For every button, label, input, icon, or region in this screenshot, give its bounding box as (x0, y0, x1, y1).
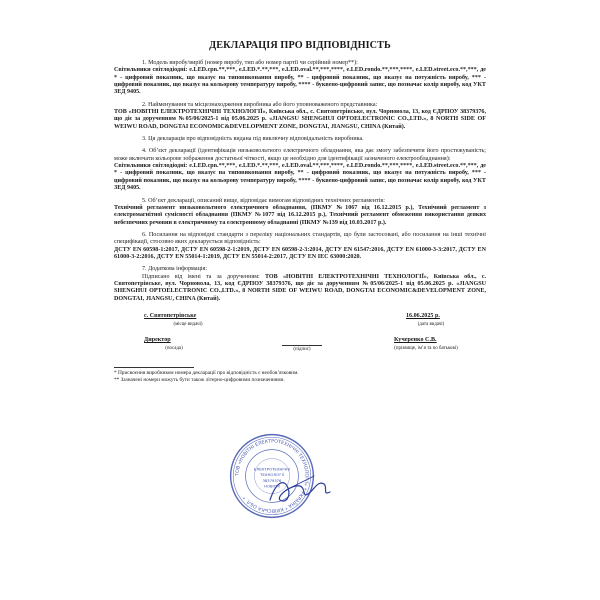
signatory-name-label: (прізвище, ім’я та по батькові) (394, 345, 458, 351)
section-5-heading: 5. Об’єкт декларації, описаний вище, відповідає вимогам відповідних технічних регламентів: (142, 197, 385, 204)
section-6 (114, 232, 486, 261)
issue-date: 16.06.2025 р. (406, 312, 440, 319)
section-1-heading: 1. Модель виробу/виріб (номер виробу, тип або номер партії чи серійний номер**): (142, 60, 358, 66)
place-date-row (114, 313, 486, 337)
section-2 (114, 102, 486, 131)
section-6-heading: 6. Посилання на відповідні стандарти з переліку національних стандартів, що були застосовані, або посилання на інші технічні специфікації, стосовно яких декларується відповідність: (114, 231, 486, 246)
signatory-row (114, 337, 486, 361)
footnote-2: ** Зазначені номери можуть бути також літерно-цифровими позначеннями. (114, 376, 285, 383)
footnotes (114, 370, 486, 383)
document-title: ДЕКЛАРАЦІЯ ПРО ВІДПОВІДНІСТЬ (209, 40, 391, 51)
svg-text:ТОВ «НОВІТНІ ЕЛЕКТРОТЕХНІЧНІ Т: ТОВ «НОВІТНІ ЕЛЕКТРОТЕХНІЧНІ ТЕХНОЛОГІЇ» * УКРАЇНА * КИЇВСЬКА ОБЛ. * (235, 439, 309, 513)
svg-text:38379376: 38379376 (262, 479, 282, 484)
section-7-lead: Підписано від імені та за дорученням: (142, 273, 265, 280)
issue-place: с. Святопетрівське (144, 312, 197, 319)
handwritten-signature (266, 470, 336, 510)
svg-text:НОВІТНІ: НОВІТНІ (264, 484, 280, 489)
signatory-position: Директор (144, 336, 171, 343)
section-5-body: Технічний регламент низьковольтного електричного обладнання, (ПКМУ №1067 від 16.12.2015 р.), Технічний регламент з електромагнітної сумісності обладнання (ПКМУ №1077 від 16.12.2015 р.), Технічний регламент обмеження використання деяких небезпечних речовин в електричному та електронному обладнанні (ПКМУ №139 від 10.03.2017 р.). (114, 204, 486, 226)
signatory-position-label: (посада) (165, 345, 183, 351)
section-7 (114, 266, 486, 303)
section-4-body: Світильники світлодіодні: e.LED.cpn.**,***, e.LED.*.**,***, e.LED.oval.**,***,****, e.LED.rondo.**,***,****, e.LED.street.eco.**,***, де * - цифровий показник, що вказує на типовиконання виробу, ** - цифровий показник, що вказує на потужність виробу, *** - цифровий показник, що вказує на кольорову температуру виробу, **** - буквено-цифровий запис, що позначає колір виробу, код УКТ ЗЕД 9405. (114, 163, 486, 192)
section-4 (114, 148, 486, 192)
svg-text:ЕЛЕКТРОТЕХНІЧНІ: ЕЛЕКТРОТЕХНІЧНІ (253, 466, 291, 472)
section-2-heading: 2. Найменування та місцезнаходження виробника або його уповноваженого представника: (142, 101, 378, 108)
section-7-paragraph (114, 274, 486, 303)
section-1 (114, 60, 486, 97)
issue-place-label: (місце видачі) (173, 321, 203, 327)
svg-text:ТЕХНОЛОГІЇ: ТЕХНОЛОГІЇ (260, 472, 284, 477)
footnote-1: * Присвоєння виробником номера декларації про відповідність є необов’язковим. (114, 369, 299, 376)
section-3 (114, 136, 486, 143)
section-7-heading: 7. Додаткова інформація: (142, 266, 208, 273)
issue-date-label: (дата видачі) (417, 321, 445, 327)
signature-label: (підпис) (282, 345, 322, 352)
section-2-body: ТОВ «НОВІТНІ ЕЛЕКТРОТЕХНІЧНІ ТЕХНОЛОГІЇ», Київська обл., с. Святопетрівське, вул. Чорновола, 13, код ЄДРПОУ 38379376, що діє за дорученням №05/06/2025-1 від 05.06.2025 р. «JIANGSU SHENGHUI OPTOELECTRONIC CO.,LTD.», 8 NORTH SIDE OF WEIWU ROAD, DONGTAI ECONOMIC&DEVELOPMENT ZONE, DONGTAI, JIANGSU, CHINA (Китай). (114, 109, 486, 130)
section-5 (114, 198, 486, 227)
section-3-text: 3. Ця декларація про відповідність видана під виключну відповідальність виробника. (142, 136, 364, 143)
signatory-name: Кучеренко С.В. (394, 336, 437, 343)
footnote-divider (114, 367, 194, 368)
declaration-document (114, 40, 486, 383)
section-4-heading: 4. Об’єкт декларації (ідентифікація низьковольтного електричного обладнання, яка дає змогу забезпечити його простежуваність; може включати кольорове зображення достатньої чіткості, якщо це необхідно для ідентифікації зазначеного електрообладнання): (114, 148, 486, 162)
section-1-body: Світильники світлодіодні: e.LED.cpn.**,***, e.LED.*.**,***, e.LED.oval.**,***,****, e.LED.rondo.**,***,****, e.LED.street.eco.**,***, де * - цифровий показник, що вказує на типовиконання виробу, ** - цифровий показник, що вказує на потужність виробу, *** - цифровий показник, що вказує на кольорову температуру виробу, **** - буквено-цифровий запис, що позначає колір виробу, код УКТ ЗЕД 9405. (114, 67, 486, 96)
section-6-body: ДСТУ EN 60598-1:2017, ДСТУ EN 60598-2-1:2019, ДСТУ EN 60598-2-3:2014, ДСТУ EN 61547:2016, ДСТУ EN 61000-3-3:2017, ДСТУ EN 61000-3-2:2016, ДСТУ EN 55014-1:2019, ДСТУ EN 55014-2:2017, ДСТУ EN IEC 63000:2020. (114, 246, 486, 260)
section-7-body: ТОВ «НОВІТНІ ЕЛЕКТРОТЕХНІЧНІ ТЕХНОЛОГІЇ», Київська обл., с. Святопетрівське, вул. Чорновола, 13, код ЄДРПОУ 38379376, що діє за дорученням №05/06/2025-1 від 05.06.2025 р. «JIANGSU SHENGHUI OPTOELECTRONIC CO.,LTD.», 8 NORTH SIDE OF WEIWU ROAD, DONGTAI ECONOMIC&DEVELOPMENT ZONE, DONGTAI, JIANGSU, CHINA (Китай). (114, 273, 486, 302)
